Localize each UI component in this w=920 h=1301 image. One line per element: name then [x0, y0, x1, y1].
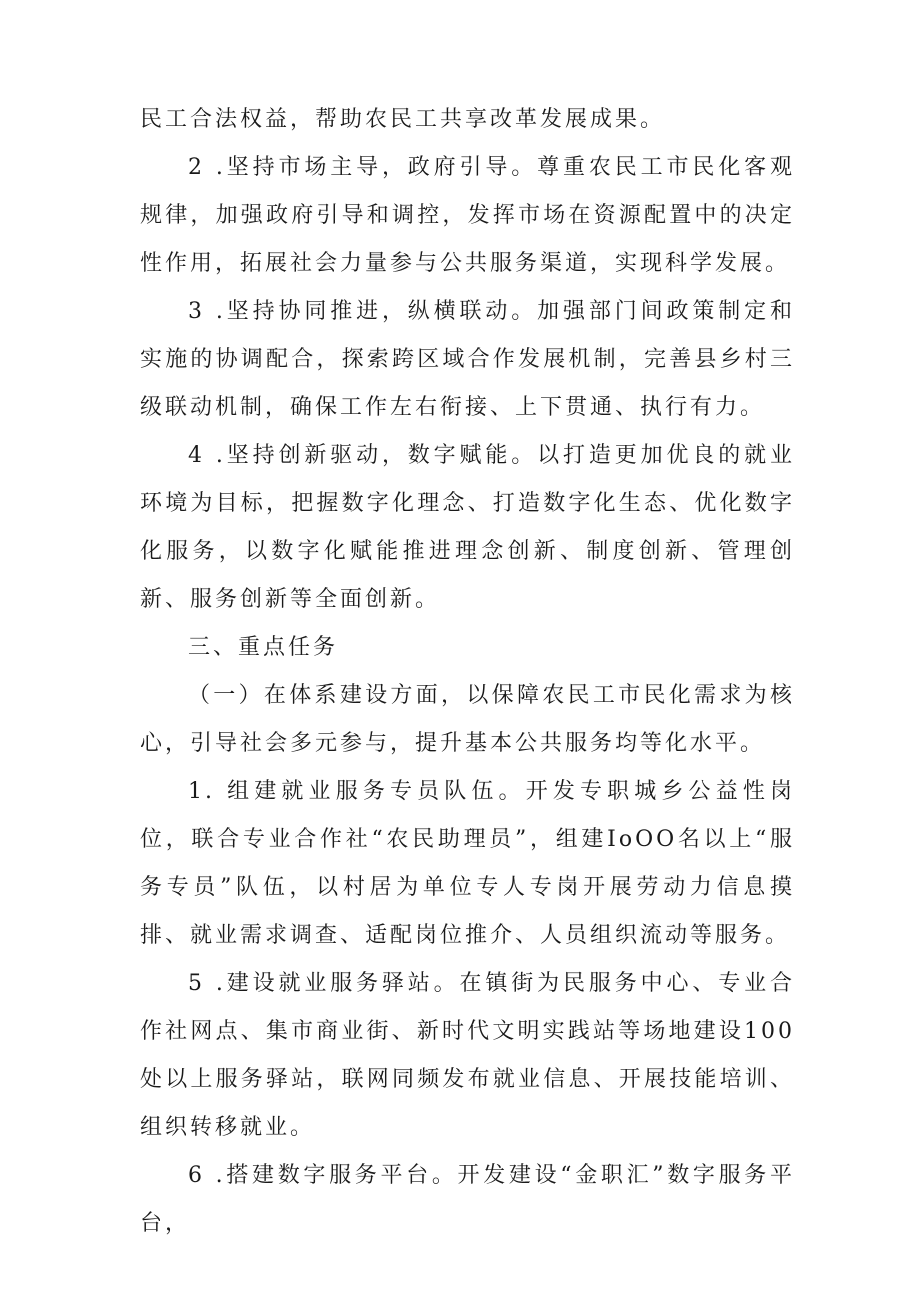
paragraph-principle-2: 2 .坚持市场主导，政府引导。尊重农民工市民化客观规律，加强政府引导和调控，发挥市场在资源配置中的决定性作用，拓展社会力量参与公共服务渠道，实现科学发展。 [140, 155, 795, 276]
paragraph-principle-3: 3 .坚持协同推进，纵横联动。加强部门间政策制定和实施的协调配合，探索跨区域合作发展机制，完善县乡村三级联动机制，确保工作左右衔接、上下贯通、执行有力。 [140, 299, 795, 420]
section-heading-key-tasks: 三、重点任务 [188, 635, 339, 660]
paragraph-task-5: 5 .建设就业服务驿站。在镇街为民服务中心、专业合作社网点、集市商业街、新时代文明实践站等场地建设100处以上服务驿站，联网同频发布就业信息、开展技能培训、组织转移就业。 [140, 971, 795, 1140]
paragraph-task-1: 1. 组建就业服务专员队伍。开发专职城乡公益性岗位，联合专业合作社“农民助理员”，组建IoOO名以上“服务专员”队伍，以村居为单位专人专岗开展劳动力信息摸排、就业需求调查、适配岗位推介、人员组织流动等服务。 [140, 779, 795, 948]
paragraph-task-6: 6 .搭建数字服务平台。开发建设“金职汇”数字服务平台， [140, 1163, 795, 1236]
paragraph-principle-4: 4 .坚持创新驱动，数字赋能。以打造更加优良的就业环境为目标，把握数字化理念、打造数字化生态、优化数字化服务，以数字化赋能推进理念创新、制度创新、管理创新、服务创新等全面创新。 [140, 443, 795, 612]
paragraph-subsection-1: （一）在体系建设方面，以保障农民工市民化需求为核心，引导社会多元参与，提升基本公共服务均等化水平。 [140, 683, 795, 756]
document-page [140, 96, 795, 1248]
paragraph-continuation: 民工合法权益，帮助农民工共享改革发展成果。 [140, 107, 666, 132]
